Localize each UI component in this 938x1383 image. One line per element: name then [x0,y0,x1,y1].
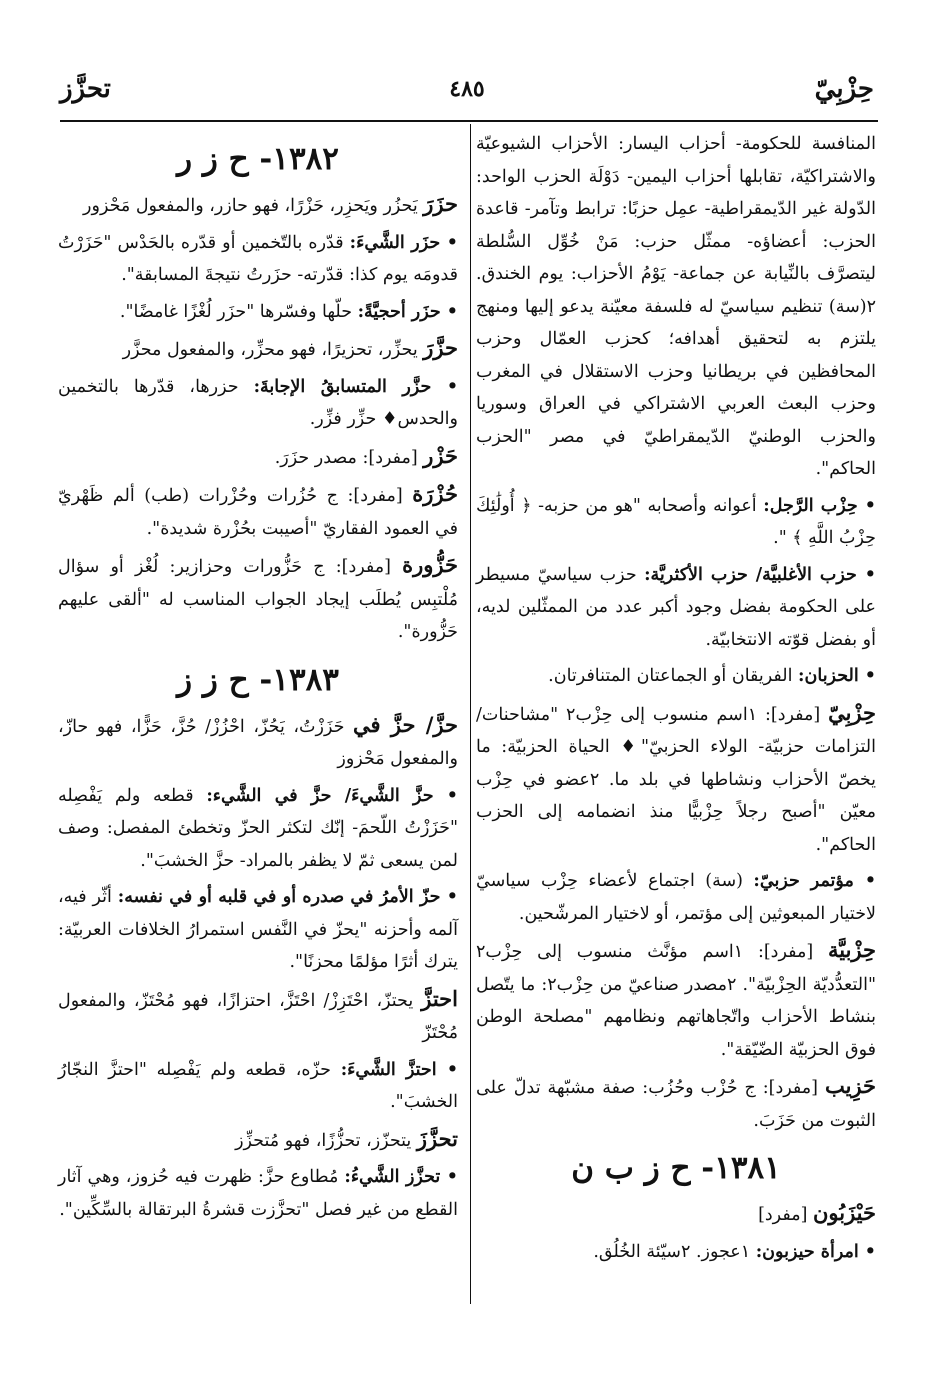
entry-paragraph [58,440,458,475]
entry-text: مُطاوع حزَّ: ظهرت فيه حُزوز، وهي آثار القطع من غير فصل "تحزَّزت قشرةُ البرتقالة بالسِّكِّين". [58,1167,458,1220]
entry-paragraph [58,983,458,1050]
entry-headword: حَيْزَبُون [812,1200,876,1225]
entry-text: [مفرد]: ١اسم منسوب إلى حِزْب٢ "مشاحنات/ التزامات حزبيّة- الولاء الحزبيّ"♦ الحياة الحزبيّة: ما يخصّ الأحزاب ونشاطها في بلد ما. ٢عضو في حِزْب معيّن "أصبح رجلاً حِزْبيًّا منذ انضمامه إلى الحزب الحاكم". [476,704,876,855]
left-column [58,128,458,1230]
entry-headword: احتزَّ [421,985,458,1011]
entry-text: قطعه ولم يَفْصِله "حَزَزْتُ اللّحمَ- إنّك لتكثر الحزّ وتخطئ المفصل: وصف لمن يسعى ثمّ لا يظفر بالمراد- حزَّ الخشبَ". [58,785,458,871]
sense-label: • حزب الأغلبيَّة/ حزب الأكثريَّة: [644,564,876,585]
entry-headword: حِزْبيَّة [827,937,876,962]
entry-headword: حزَّرَ [423,335,458,360]
sense-label: • مؤتمر حزبيّ: [753,871,877,891]
entry-paragraph [476,1236,876,1269]
sense-label: • تحزَّز الشَّيءُ: [344,1167,458,1187]
entry-paragraph [58,478,458,545]
entry-text: أثّر فيه، آلمه وأحزنه "يحزّ في النَّفس استمرارُ الخلافات العربيّة: يترك أثرًا مؤلمًا محزنًا". [58,887,458,972]
sense-label: • حِزْب الرَّجل: [763,495,876,516]
entry-paragraph [58,780,458,878]
entry-text: [مفرد]: ١اسم مؤنَّث منسوب إلى حِزْب٢ "التعدُّديّة الحِزْبيّة". ٢مصدر صناعيّ من حِزْب٢: ما يتّصل بنشاط الأحزاب واتّجاهاتهم ونظامهم "مصلحة الوطن فوق الحزبيّة الضّيّقة". [476,942,876,1060]
entry-paragraph [58,188,458,223]
entry-headword: حَزُّورة [402,552,458,577]
entry-paragraph [58,296,458,329]
entry-headword: حَزْر [423,442,458,468]
entry-text: المنافسة للحكومة- أحزاب اليسار: الأحزاب الشيوعيّة والاشتراكيّة، تقابلها أحزاب اليمين- دَوْلَة الحزب الواحد: الدّولة غير الدّيمقراطية- عمِل حزبًا: ترابط وتآمر- قاعدة الحزب: أعضاؤه- ممثّل حزب: مَنْ خُوِّل السُّلطة ليتصرَّف بالنِّيابة عن جماعة- يَوْمُ الأحزاب: يوم الخندق. ٢(سة) تنظيم سياسيّ له فلسفة معيّنة يدعو إليها ومنهج يلتزم به لتحقيق أهدافه؛ كحزب العمّال وحزب المحافظين في بريطانيا وحزب الاستقلال في المغرب وحزب البعث العربي الاشتراكي في العراق وسوريا والحزب الوطنيّ الدّيمقراطيّ في مصر "الحزب الحاكم". [476,134,876,479]
entry-paragraph [476,1070,876,1137]
entry-text: يحزِّر، تحزيرًا، فهو محزِّر، والمفعول محزَّر [122,340,424,360]
entry-paragraph [476,1197,876,1232]
entry-text: [مفرد] [758,1205,813,1225]
entry-text: يَحزُر ويَحزِر، حَزْرًا، فهو حازر، والمفعول مَحْزور [83,196,424,216]
entry-text: [مفرد]: ج حُزْب وحُزُب: صفة مشبّهة تدلّ على الثبوت من حَزَبَ. [476,1078,876,1131]
sense-label: • حزَر أحجيَّةً: [357,301,458,322]
sense-label: • امرأة حيزبون: [755,1241,876,1262]
right-column [476,128,876,1272]
entry-text: حزرها، قدّرها بالتخمين والحدس♦ حزِّر فزِّر. [58,376,458,429]
entry-paragraph [476,128,876,486]
entry-paragraph [476,697,876,862]
entry-paragraph [476,490,876,555]
entry-text: ١عجوز. ٢سيّئة الخُلُق. [593,1241,756,1262]
entry-text: حزب سياسيّ مسيطر على الحكومة بفضل وجود أكبر عدد من الممثّلين لديه، أو بفضل قوّته الانتخابيّة. [476,564,876,650]
root-heading: ١٣٨١- ح ز ب ن [571,1150,781,1186]
sense-label: • حزَر الشَّيءَ: [349,232,458,253]
entry-text: أعوانه وأصحابه "هو من حزبه- ﴿ أُولَٰئِكَ حِزْبُ اللَّهِ ﴾ ". [476,495,876,548]
entry-headword: حزَرَ [423,191,458,216]
entry-text: (سة) اجتماع لأعضاء حِزْب سياسيّ لاختيار المبعوثين إلى مؤتمر، أو لاختيار المرشّحين. [476,871,876,924]
entry-paragraph [476,660,876,693]
entry-text: [مفرد]: ج حَزُّورات وحزازير: لُغْز أو سؤال مُلْتبِس يُطلَب إيجاد الجواب المناسب له "ألقى عليهم حَزُّورة". [58,557,458,642]
header-left-headword: تحزَّز [60,74,111,104]
sense-label: • حزّ الأمرُ في صدره أو في قلبه أو في نفسه: [117,887,458,907]
page-header [60,68,874,112]
entry-text: حزّه، قطعه ولم يَفْصِله "احتزَّ النجّارُ الخشبَ". [58,1059,458,1112]
entry-paragraph [58,371,458,436]
header-rule [60,120,878,122]
entry-paragraph [58,1123,458,1158]
entry-headword: حُزْرَة [412,481,458,506]
entry-headword: حِزْبِيّ [828,699,876,725]
entry-paragraph [476,934,876,1066]
entry-text: [مفرد]: ج حُزُرات وحُزْرات (طب) ألم ظَهْريّ في العمود الفقاريّ "أصيبت بحُزْرة شديدة". [58,486,458,539]
entry-paragraph [58,881,458,979]
entry-text: يحتزّ، احْتَزِزْ/ احْتَزَّ، احتزازًا، فهو مُحْتَزّ، والمفعول مُحْتَزّ [58,990,458,1043]
sense-label: • حزَّ الشَّيءَ/ حزَّ في الشَّيء: [206,785,458,806]
entry-paragraph [476,865,876,930]
entry-text: [مفرد]: مصدر حزَرَ. [274,447,424,468]
root-heading: ١٣٨٢- ح ز ر [177,141,339,177]
entry-paragraph [58,1161,458,1226]
sense-label: • احتزَّ الشَّيءَ: [340,1059,459,1080]
header-right-headword: حِزْبِيّ [814,74,874,104]
entry-headword: حَزِيب [824,1073,876,1098]
entry-paragraph [58,549,458,649]
entry-text: قدّره بالتّخمين أو قدّره بالحَدْس "حَزَرْتُ قدومَه يوم كذا: قدّرته- حزَرتُ نتيجةَ المسابقة". [58,232,458,285]
sense-label: • حزَّر المتسابقُ الإجابةَ: [253,376,458,397]
root-heading: ١٣٨٣- ح ز ز [177,661,339,698]
sense-label: • الحزبان: [798,666,876,686]
entry-text: الفريقان أو الجماعتان المتنافرتان. [548,666,799,686]
entry-paragraph [58,227,458,292]
entry-paragraph [58,709,458,776]
entry-text: حَزَزْتُ، يَحُزّ، احْزُزْ/ حُزَّ، حَزًّا، فهو حازّ، والمفعول مَحْزوز [58,716,458,769]
entry-paragraph [476,559,876,657]
page-number: ٤٨٥ [449,76,485,102]
column-divider [470,124,471,1304]
entry-headword: حزَّ/ حزَّ في [353,711,458,737]
entry-paragraph [58,1054,458,1119]
entry-headword: تحزَّزَ [416,1125,458,1151]
entry-paragraph [58,332,458,367]
entry-text: حلّها وفسّرها "حزَر لُغْزًا غامضًا". [119,301,358,322]
entry-text: يتحزّز، تحزُّزًا، فهو مُتحزِّز [235,1130,417,1151]
